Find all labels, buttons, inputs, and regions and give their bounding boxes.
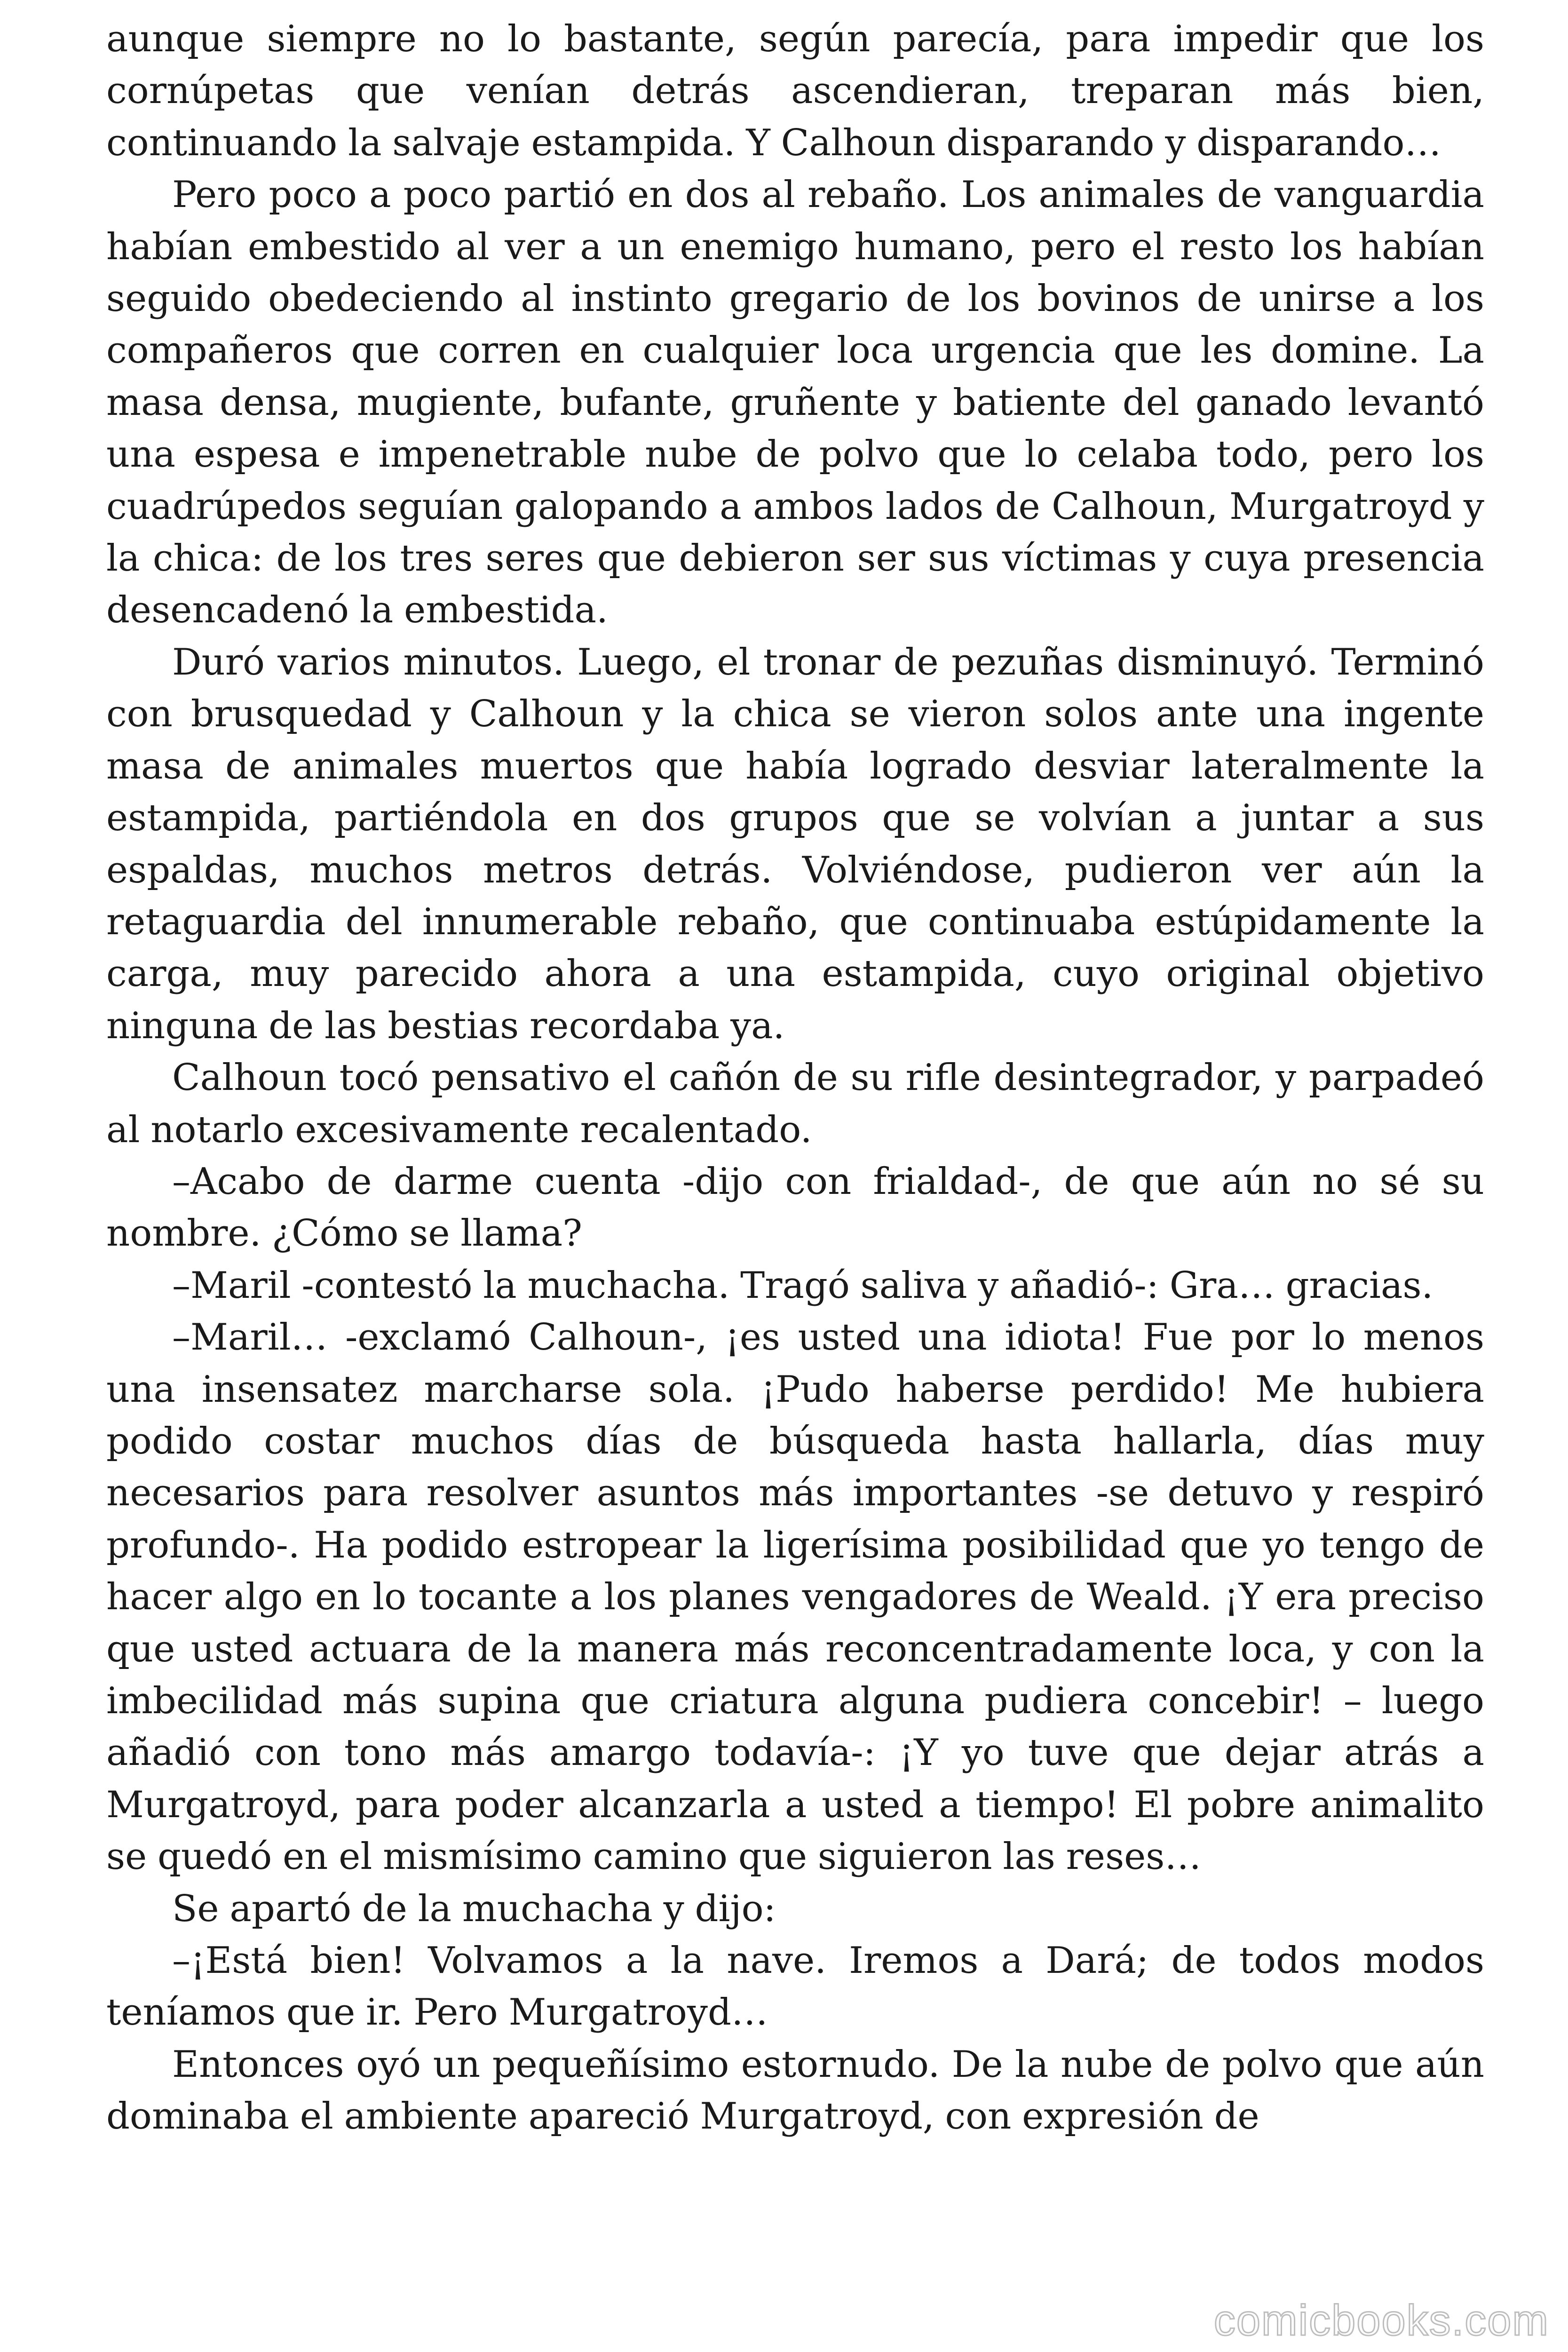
paragraph: –Acabo de darme cuenta -dijo con frialdad-, de que aún no sé su nombre. ¿Cómo se llama?	[106, 1160, 1484, 1255]
paragraph: Entonces oyó un pequeñísimo estornudo. De la nube de polvo que aún dominaba el ambiente apareció Murgatroyd, con expresión de	[106, 2043, 1484, 2138]
paragraph: aunque siempre no lo bastante, según parecía, para impedir que los cornúpetas que venían detrás ascendieran, treparan más bien, continuando la salvaje estampida. Y Calhoun disparando y disparando…	[106, 18, 1484, 164]
paragraph: –Maril… -exclamó Calhoun-, ¡es usted una idiota! Fue por lo menos una insensatez marcharse sola. ¡Pudo haberse perdido! Me hubiera podido costar muchos días de búsqueda hasta hallarla, días muy necesarios para resolver asuntos más importantes -se detuvo y respiró profundo-. Ha podido estropear la ligerísima posibilidad que yo tengo de hacer algo en lo tocante a los planes vengadores de Weald. ¡Y era preciso que usted actuara de la manera más reconcentradamente loca, y con la imbecilidad más supina que criatura alguna pudiera concebir! – luego añadió con tono más amargo todavía-: ¡Y yo tuve que dejar atrás a Murgatroyd, para poder alcanzarla a usted a tiempo! El pobre animalito se quedó en el mismísimo camino que siguieron las reses…	[106, 1316, 1484, 1878]
watermark: comicbooks.com	[1213, 2296, 1549, 2344]
paragraph: Pero poco a poco partió en dos al rebaño. Los animales de vanguardia habían embestido al ver a un enemigo humano, pero el resto los habían seguido obedeciendo al instinto gregario de los bovinos de unirse a los compañeros que corren en cualquier loca urgencia que les domine. La masa densa, mugiente, bufante, gruñente y batiente del ganado levantó una espesa e impenetrable nube de polvo que lo celaba todo, pero los cuadrúpedos seguían galopando a ambos lados de Calhoun, Murgatroyd y la chica: de los tres seres que debieron ser sus víctimas y cuya presencia desencadenó la embestida.	[106, 174, 1484, 632]
paragraph: Duró varios minutos. Luego, el tronar de pezuñas disminuyó. Terminó con brusquedad y Calhoun y la chica se vieron solos ante una ingente masa de animales muertos que había logrado desviar lateralmente la estampida, partiéndola en dos grupos que se volvían a juntar a sus espaldas, muchos metros detrás. Volviéndose, pudieron ver aún la retaguardia del innumerable rebaño, que continuaba estúpidamente la carga, muy parecido ahora a una estampida, cuyo original objetivo ninguna de las bestias recordaba ya.	[106, 641, 1484, 1047]
paragraph: Se apartó de la muchacha y dijo:	[172, 1887, 776, 1930]
paragraph: Calhoun tocó pensativo el cañón de su rifle desintegrador, y parpadeó al notarlo excesivamente recalentado.	[106, 1057, 1484, 1151]
paragraph: –Maril -contestó la muchacha. Tragó saliva y añadió-: Gra… gracias.	[172, 1264, 1433, 1307]
paragraph: –¡Está bien! Volvamos a la nave. Iremos a Dará; de todos modos teníamos que ir. Pero Murgatroyd…	[106, 1939, 1484, 2034]
body-text	[106, 13, 1484, 2143]
